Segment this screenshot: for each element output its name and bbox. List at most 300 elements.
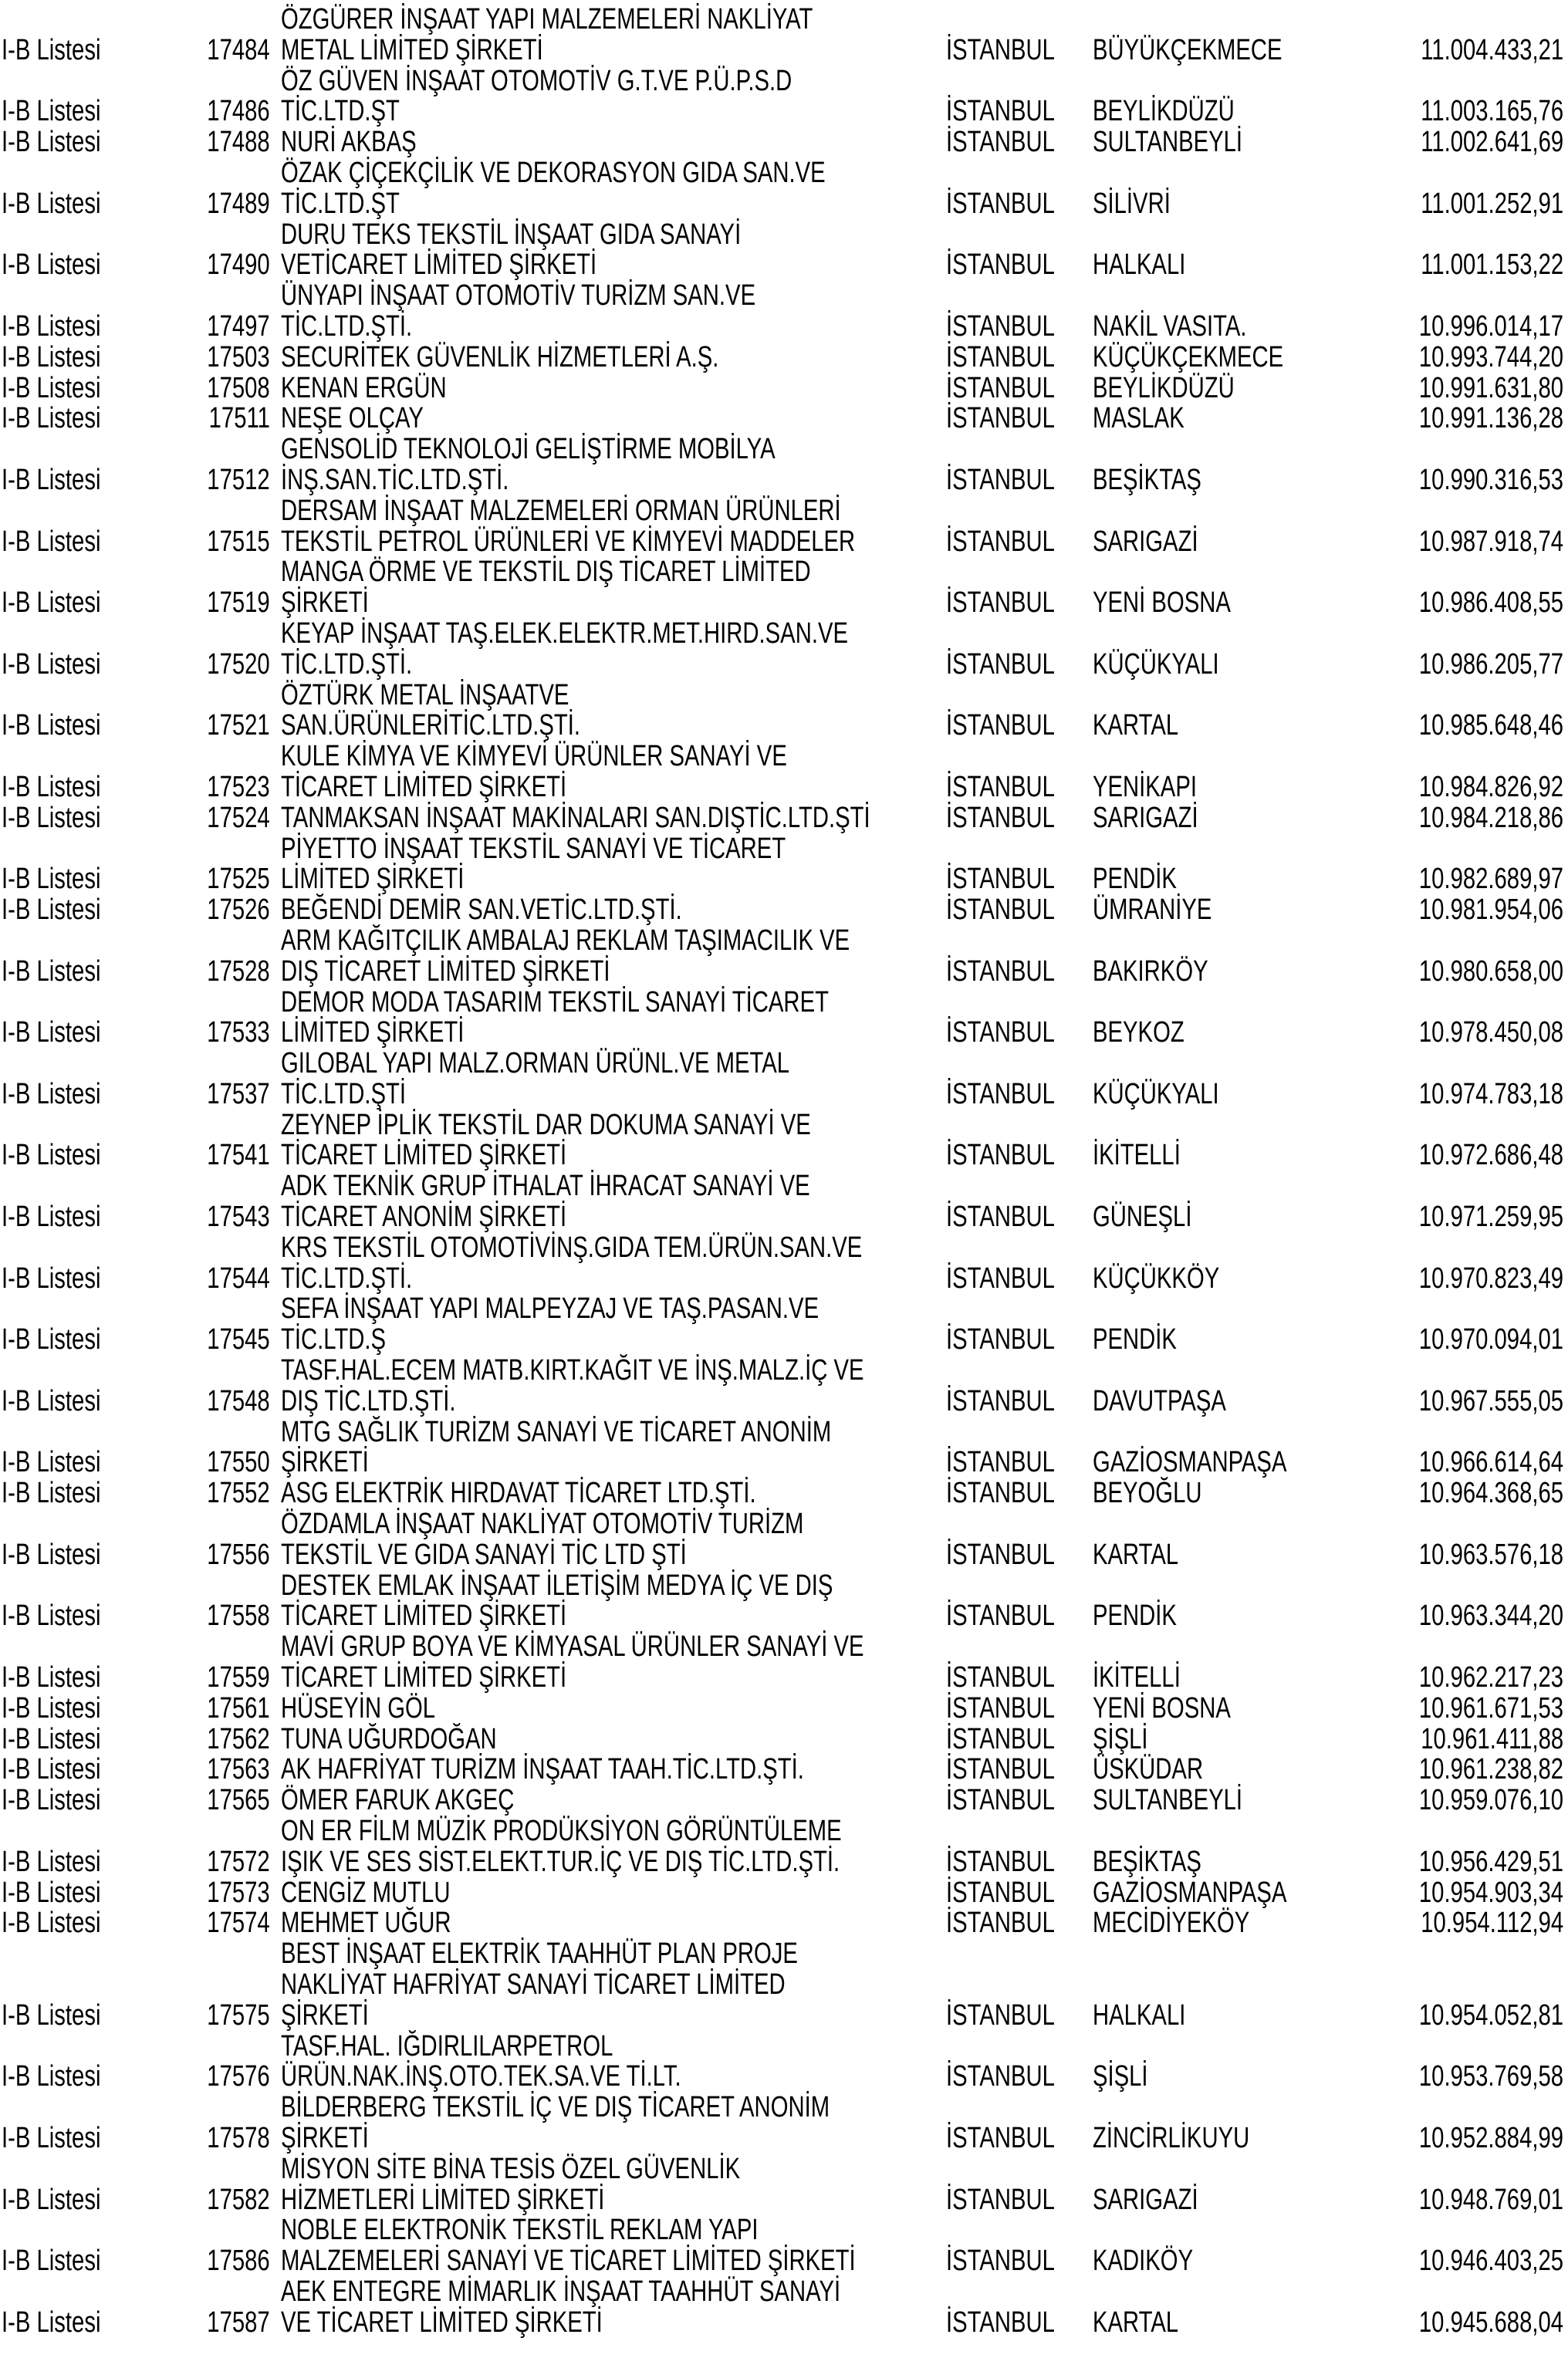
amount-text: 10.952.884,99: [1418, 2121, 1563, 2154]
city-text: İSTANBUL: [946, 1323, 1055, 1356]
company-name-text: LİMİTED ŞİRKETİ: [281, 1016, 465, 1049]
list-name: [2, 2185, 130, 2216]
company-name: [281, 557, 969, 588]
table-row: [0, 619, 1568, 681]
record-number: [188, 2308, 270, 2339]
company-name-text: ŞİRKETİ: [281, 2121, 369, 2154]
city-text: İSTANBUL: [946, 33, 1055, 66]
district-text: KÜÇÜKKÖY: [1093, 1262, 1220, 1295]
record-number-text: 17515: [207, 525, 270, 558]
table-row: [0, 2277, 1568, 2339]
city: [946, 647, 1087, 681]
amount: [1376, 1384, 1563, 1417]
list-name: [2, 465, 130, 496]
table-row: [0, 985, 1568, 1049]
amount: [1376, 1448, 1563, 1478]
record-number-text: 17489: [207, 187, 270, 220]
list-name-text: I-B Listesi: [2, 1753, 101, 1786]
table-row: [0, 1571, 1568, 1633]
amount: [1378, 1908, 1563, 1939]
list-name-text: I-B Listesi: [2, 1845, 101, 1878]
table-row: [0, 1785, 1568, 1816]
district-text: İKİTELLİ: [1093, 1139, 1181, 1172]
record-number-text: 17519: [207, 586, 270, 620]
city: [946, 711, 1087, 742]
list-name-text: I-B Listesi: [2, 1077, 101, 1110]
amount-text: 10.948.769,01: [1418, 2183, 1563, 2216]
record-number-text: 17503: [207, 340, 270, 373]
company-name: [281, 5, 972, 35]
table-row: [0, 1171, 1568, 1233]
list-name-text: I-B Listesi: [2, 463, 101, 496]
list-name: [2, 772, 130, 803]
amount-text: 10.974.783,18: [1418, 1077, 1563, 1110]
company-name: [281, 127, 457, 158]
company-name-text: ÖMER FARUK AKGEÇ: [281, 1784, 515, 1817]
record-name-continuation-line: [0, 2215, 1568, 2246]
company-name: [281, 158, 988, 189]
record-main-line: [0, 2123, 1568, 2154]
list-name-text: I-B Listesi: [2, 95, 101, 128]
record-name-continuation-line: [0, 1939, 1568, 1970]
city-text: İSTANBUL: [946, 1446, 1055, 1479]
record-main-line: [0, 647, 1568, 681]
district-text: ÜSKÜDAR: [1093, 1753, 1204, 1786]
company-name: [281, 1171, 968, 1202]
amount-text: 10.954.052,81: [1418, 1998, 1563, 2032]
record-main-line: [0, 2185, 1568, 2216]
record-main-line: [0, 1663, 1568, 1694]
amount-text: 10.972.686,48: [1418, 1139, 1563, 1172]
city-text: İSTANBUL: [946, 1384, 1055, 1417]
record-main-line: [0, 127, 1568, 158]
company-name-text: TİC.LTD.ŞT: [281, 187, 400, 220]
table-row: [0, 1939, 1568, 2031]
record-name-continuation-line: [0, 1171, 1568, 1202]
list-name: [2, 2308, 130, 2339]
list-name-text: I-B Listesi: [2, 894, 101, 927]
list-name-text: I-B Listesi: [2, 248, 101, 282]
amount: [1376, 340, 1563, 373]
list-name-text: I-B Listesi: [2, 1477, 101, 1510]
record-number: [188, 127, 270, 158]
record-main-line: [0, 1079, 1568, 1110]
amount: [1376, 2308, 1563, 2339]
record-number: [188, 711, 270, 742]
table-row: [0, 1908, 1568, 1939]
list-name: [2, 1755, 130, 1785]
record-main-line: [0, 864, 1568, 895]
amount-text: 11.002.641,69: [1421, 126, 1563, 159]
city: [946, 588, 1087, 619]
city: [946, 1847, 1087, 1878]
amount-text: 10.961.671,53: [1418, 1691, 1563, 1725]
list-name: [2, 527, 130, 558]
district: [1093, 1785, 1287, 1816]
record-number: [188, 772, 270, 803]
record-name-continuation-line: [0, 281, 1568, 312]
city-text: İSTANBUL: [946, 1600, 1055, 1633]
company-name: [281, 2029, 712, 2062]
record-name-continuation-line: [0, 1356, 1568, 1387]
company-name-text: VETİCARET LİMİTED ŞİRKETİ: [281, 248, 597, 282]
list-name: [2, 1722, 130, 1755]
company-name: [281, 1970, 936, 2001]
record-number: [188, 803, 270, 834]
amount: [1376, 1691, 1563, 1725]
record-number: [188, 1325, 270, 1356]
district: [1093, 1878, 1345, 1909]
company-name: [281, 2154, 877, 2185]
city: [946, 1908, 1087, 1939]
city: [946, 1325, 1087, 1356]
district-text: PENDİK: [1093, 863, 1177, 896]
company-name-text: TASF.HAL. IĞDIRLILARPETROL: [281, 2029, 613, 2062]
district: [1093, 1998, 1213, 2032]
company-name-text: TASF.HAL.ECEM MATB.KIRT.KAĞIT VE İNŞ.MALZ.İÇ VE: [281, 1354, 864, 1387]
city-text: İSTANBUL: [946, 1661, 1055, 1694]
district-text: KARTAL: [1093, 709, 1179, 742]
record-number: [188, 1018, 270, 1049]
company-name: [281, 189, 435, 220]
record-number-text: 17488: [207, 126, 270, 159]
record-number-text: 17552: [207, 1477, 270, 1510]
record-name-continuation-line: [0, 1233, 1568, 1264]
record-number-text: 17525: [207, 863, 270, 896]
record-name-continuation-line: [0, 1970, 1568, 2001]
table-row: [0, 1509, 1568, 1571]
city: [946, 1601, 1087, 1632]
company-name: [281, 1049, 941, 1079]
company-name: [281, 1722, 561, 1755]
record-number-text: 17562: [207, 1722, 270, 1755]
city-text: İSTANBUL: [946, 1538, 1055, 1571]
record-number-text: 17521: [207, 709, 270, 742]
city: [946, 803, 1087, 834]
list-name: [2, 711, 130, 742]
company-name: [281, 1847, 1006, 1878]
amount: [1376, 895, 1563, 926]
district: [1093, 1691, 1272, 1725]
record-name-continuation-line: [0, 1509, 1568, 1540]
district: [1093, 1202, 1222, 1233]
list-name-text: I-B Listesi: [2, 126, 101, 159]
company-name: [281, 926, 1019, 957]
record-number: [188, 465, 270, 496]
record-main-line: [0, 954, 1568, 988]
city: [946, 1478, 1087, 1509]
company-name-text: MEHMET UĞUR: [281, 1907, 451, 1940]
company-name-text: DEMOR MODA TASARIM TEKSTİL SANAYİ TİCARET: [281, 985, 829, 1019]
company-name: [281, 1384, 508, 1417]
company-name-text: TİCARET LİMİTED ŞİRKETİ: [281, 1661, 567, 1694]
record-number-text: 17559: [207, 1661, 270, 1694]
list-name: [2, 1908, 130, 1939]
table-row: [0, 926, 1568, 988]
record-main-line: [0, 35, 1568, 66]
company-name-text: TEKSTİL PETROL ÜRÜNLERİ VE KİMYEVİ MADDELER: [281, 525, 856, 558]
list-name: [2, 1018, 130, 1049]
table-row: [0, 281, 1568, 343]
list-name-text: I-B Listesi: [2, 647, 101, 681]
company-name-text: TİC.LTD.ŞT: [281, 95, 400, 128]
company-name-text: HİZMETLERİ LİMİTED ŞİRKETİ: [281, 2183, 605, 2216]
record-main-line: [0, 340, 1568, 373]
amount-text: 10.946.403,25: [1418, 2245, 1563, 2278]
district-text: ÜMRANİYE: [1093, 894, 1212, 927]
city: [946, 373, 1087, 404]
amount: [1376, 954, 1563, 988]
record-number-text: 17520: [207, 647, 270, 681]
city-text: İSTANBUL: [946, 954, 1055, 988]
amount: [1376, 527, 1563, 558]
company-name: [281, 1939, 952, 1970]
company-name-text: KEYAP İNŞAAT TAŞ.ELEK.ELEKTR.MET.HIRD.SAN.VE: [281, 617, 848, 650]
amount: [1376, 1478, 1563, 1509]
amount: [1376, 309, 1563, 343]
city: [946, 1140, 1087, 1171]
district: [1093, 2308, 1204, 2339]
city: [946, 1448, 1087, 1478]
company-name-text: TİCARET LİMİTED ŞİRKETİ: [281, 1600, 567, 1633]
district: [1093, 373, 1277, 404]
city-text: İSTANBUL: [946, 1016, 1055, 1049]
city: [946, 2062, 1087, 2093]
company-name: [281, 1785, 584, 1816]
city-text: İSTANBUL: [946, 1477, 1055, 1510]
record-number-text: 17537: [207, 1077, 270, 1110]
record-name-continuation-line: [0, 5, 1568, 35]
company-name: [281, 2246, 1027, 2277]
record-main-line: [0, 1478, 1568, 1509]
company-name: [281, 1356, 1038, 1387]
record-name-continuation-line: [0, 678, 1568, 711]
record-name-continuation-line: [0, 2154, 1568, 2185]
city: [946, 1018, 1087, 1049]
district: [1093, 96, 1277, 127]
district: [1093, 1663, 1207, 1694]
company-name-text: TİC.LTD.ŞTİ.: [281, 309, 413, 343]
company-name-text: BEST İNŞAAT ELEKTRİK TAAHHÜT PLAN PROJE: [281, 1937, 798, 1971]
company-name: [281, 864, 519, 895]
district: [1093, 465, 1234, 496]
district: [1093, 189, 1194, 220]
company-name-text: SAN.ÜRÜNLERİTİC.LTD.ŞTİ.: [281, 709, 581, 742]
list-name-text: I-B Listesi: [2, 1998, 101, 2032]
district: [1093, 1140, 1207, 1171]
list-name: [2, 2062, 130, 2093]
company-name: [281, 2093, 994, 2123]
record-number: [188, 1540, 270, 1571]
company-name-text: TİCARET LİMİTED ŞİRKETİ: [281, 770, 567, 803]
city-text: İSTANBUL: [946, 894, 1055, 927]
record-number: [188, 189, 270, 220]
record-number: [188, 2246, 270, 2277]
city: [946, 1540, 1087, 1571]
record-main-line: [0, 1878, 1568, 1909]
record-number-text: 17565: [207, 1784, 270, 1817]
company-name-text: AEK ENTEGRE MİMARLIK İNŞAAT TAAHHÜT SANAYİ: [281, 2275, 841, 2308]
company-name-text: TİC.LTD.Ş: [281, 1323, 387, 1356]
company-name-text: MTG SAĞLIK TURİZM SANAYİ VE TİCARET ANONİM: [281, 1415, 832, 1448]
company-name: [281, 1079, 443, 1110]
list-name-text: I-B Listesi: [2, 525, 101, 558]
record-main-line: [0, 1264, 1568, 1295]
record-number-text: 17508: [207, 371, 270, 404]
table-row: [0, 742, 1568, 803]
city-text: İSTANBUL: [946, 1691, 1055, 1725]
table-row: [0, 1356, 1568, 1417]
company-name-text: BİLDERBERG TEKSTİL İÇ VE DIŞ TİCARET ANONİM: [281, 2091, 830, 2124]
list-name-text: I-B Listesi: [2, 2306, 101, 2339]
record-number-text: 17544: [207, 1262, 270, 1295]
amount: [1376, 1202, 1563, 1233]
record-number-text: 17572: [207, 1845, 270, 1878]
record-number: [188, 1202, 270, 1233]
record-name-continuation-line: [0, 1110, 1568, 1141]
city-text: İSTANBUL: [946, 402, 1055, 435]
amount-text: 10.954.903,34: [1418, 1876, 1563, 1909]
record-number: [188, 1755, 270, 1785]
table-row: [0, 1722, 1568, 1755]
company-name: [281, 647, 451, 681]
record-name-continuation-line: [0, 1816, 1568, 1847]
amount: [1378, 96, 1563, 127]
company-name: [281, 1448, 395, 1478]
city-text: İSTANBUL: [946, 2183, 1055, 2216]
district: [1093, 127, 1287, 158]
record-number: [188, 1264, 270, 1295]
amount: [1376, 1998, 1563, 2032]
district-text: SİLİVRİ: [1093, 187, 1171, 220]
company-name-text: TUNA UĞURDOĞAN: [281, 1722, 497, 1755]
list-name-text: I-B Listesi: [2, 309, 101, 343]
amount: [1376, 647, 1563, 681]
record-main-line: [0, 527, 1568, 558]
record-main-line: [0, 803, 1568, 834]
table-row: [0, 373, 1568, 404]
record-name-continuation-line: [0, 220, 1568, 251]
company-name: [281, 742, 938, 772]
district-text: HALKALI: [1093, 248, 1186, 282]
amount: [1376, 1018, 1563, 1049]
district: [1093, 2062, 1164, 2093]
amount: [1376, 1079, 1563, 1110]
district-text: BEYLİKDÜZÜ: [1093, 95, 1235, 128]
company-name: [281, 1202, 652, 1233]
record-number: [188, 35, 270, 66]
company-name: [281, 1233, 1036, 1264]
city: [946, 1691, 1087, 1725]
record-main-line: [0, 465, 1568, 496]
city-text: İSTANBUL: [946, 647, 1055, 681]
district-text: DAVUTPAŞA: [1093, 1384, 1226, 1417]
city-text: İSTANBUL: [946, 1201, 1055, 1234]
table-row: [0, 496, 1568, 558]
list-name-text: I-B Listesi: [2, 1139, 101, 1172]
company-name: [281, 1417, 995, 1448]
district-text: BEŞİKTAŞ: [1093, 1845, 1201, 1878]
record-name-continuation-line: [0, 557, 1568, 588]
amount-text: 10.981.954,06: [1418, 894, 1563, 927]
district: [1093, 1722, 1164, 1755]
company-name-text: MİSYON SİTE BİNA TESİS ÖZEL GÜVENLİK: [281, 2152, 741, 2185]
amount: [1376, 2246, 1563, 2277]
amount-text: 10.959.076,10: [1418, 1784, 1563, 1817]
district: [1093, 309, 1293, 343]
record-main-line: [0, 250, 1568, 281]
list-name-text: I-B Listesi: [2, 1323, 101, 1356]
city-text: İSTANBUL: [946, 525, 1055, 558]
record-name-continuation-line: [0, 1294, 1568, 1325]
company-name-text: KENAN ERGÜN: [281, 371, 447, 404]
amount-text: 10.993.744,20: [1418, 340, 1563, 373]
table-row: [0, 1816, 1568, 1878]
table-row: [0, 158, 1568, 220]
company-name-text: HÜSEYİN GÖL: [281, 1691, 435, 1725]
record-number-text: 17573: [207, 1876, 270, 1909]
record-main-line: [0, 895, 1568, 926]
record-main-line: [0, 373, 1568, 404]
company-name-text: TİC.LTD.ŞTİ.: [281, 647, 413, 681]
record-name-continuation-line: [0, 1632, 1568, 1663]
district: [1093, 2123, 1296, 2154]
city-text: İSTANBUL: [946, 770, 1055, 803]
amount: [1376, 2185, 1563, 2216]
company-name-text: NAKLİYAT HAFRİYAT SANAYİ TİCARET LİMİTED: [281, 1968, 786, 2001]
list-name: [2, 1478, 130, 1509]
record-number: [188, 1663, 270, 1694]
company-name: [281, 96, 435, 127]
district: [1093, 1601, 1201, 1632]
amount-text: 10.963.576,18: [1418, 1538, 1563, 1571]
record-name-continuation-line: [0, 2277, 1568, 2308]
record-main-line: [0, 1847, 1568, 1878]
company-name-text: CENGİZ MUTLU: [281, 1876, 451, 1909]
record-number: [188, 527, 270, 558]
list-name-text: I-B Listesi: [2, 1876, 101, 1909]
city-text: İSTANBUL: [946, 1876, 1055, 1909]
district-text: GAZİOSMANPAŞA: [1093, 1446, 1287, 1479]
city: [946, 35, 1087, 66]
city-text: İSTANBUL: [946, 2121, 1055, 2154]
amount-text: 10.991.136,28: [1418, 402, 1563, 435]
company-name: [281, 1018, 519, 1049]
list-name: [2, 1079, 130, 1110]
company-name-text: ÖZ GÜVEN İNŞAAT OTOMOTİV G.T.VE P.Ü.P.S.D: [281, 64, 792, 97]
company-name-text: KULE KİMYA VE KİMYEVİ ÜRÜNLER SANAYİ VE: [281, 740, 787, 773]
amount-text: 11.003.165,76: [1421, 95, 1563, 128]
district: [1093, 803, 1229, 834]
city-text: İSTANBUL: [946, 340, 1055, 373]
record-name-continuation-line: [0, 66, 1568, 97]
record-number-text: 17576: [207, 2060, 270, 2093]
company-name-text: VE TİCARET LİMİTED ŞİRKETİ: [281, 2306, 603, 2339]
district-text: BEYKOZ: [1093, 1016, 1184, 1049]
city-text: İSTANBUL: [946, 1077, 1055, 1110]
record-main-line: [0, 404, 1568, 434]
amount-text: 10.970.823,49: [1418, 1262, 1563, 1295]
table-row: [0, 2215, 1568, 2277]
district-text: SULTANBEYLİ: [1093, 126, 1243, 159]
company-name-text: ÖZDAMLA İNŞAAT NAKLİYAT OTOMOTİV TURİZM: [281, 1508, 804, 1541]
table-row: [0, 404, 1568, 434]
company-name-text: TANMAKSAN İNŞAAT MAKİNALARI SAN.DIŞTİC.LTD.ŞTİ: [281, 801, 870, 834]
record-main-line: [0, 1018, 1568, 1049]
list-name: [2, 1663, 130, 1694]
amount: [1376, 2062, 1563, 2093]
record-main-line: [0, 2308, 1568, 2339]
